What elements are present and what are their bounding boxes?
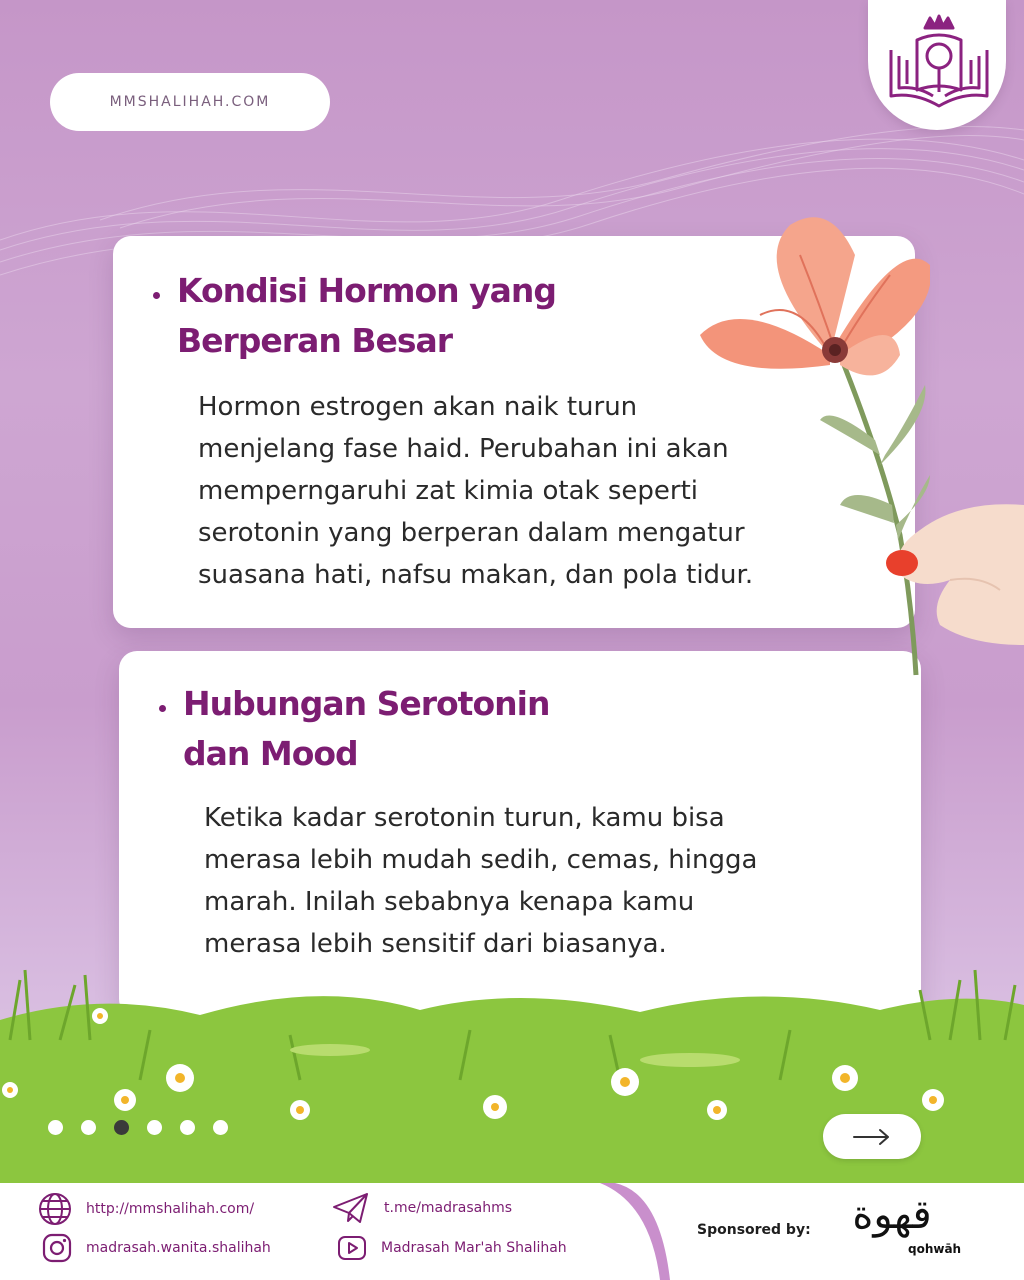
- card-heading: [177, 266, 556, 366]
- brand-logo: [868, 0, 1006, 130]
- bullet-dot: [153, 292, 160, 299]
- card-body: [198, 386, 753, 596]
- footer-youtube-text: Madrasah Mar'ah Shalihah: [381, 1240, 567, 1256]
- pagination-dot-active[interactable]: [114, 1120, 129, 1135]
- telegram-icon: [332, 1192, 370, 1224]
- website-pill-label: MMSHALIHAH.COM: [109, 94, 271, 110]
- body-line: marah. Inilah sebabnya kenapa kamu: [204, 887, 695, 917]
- card-body: [204, 797, 757, 965]
- card-heading-line: Berperan Besar: [177, 321, 453, 360]
- pagination-dot[interactable]: [147, 1120, 162, 1135]
- pagination-dot[interactable]: [213, 1120, 228, 1135]
- footer-instagram-link[interactable]: [42, 1233, 271, 1263]
- arrow-right-icon: [852, 1127, 892, 1147]
- crown-book-logo-icon: [877, 10, 997, 120]
- youtube-icon: [337, 1235, 367, 1261]
- body-line: merasa lebih sensitif dari biasanya.: [204, 929, 667, 959]
- sponsor-label: Sponsored by:: [697, 1222, 811, 1238]
- footer-telegram-link[interactable]: [332, 1192, 512, 1224]
- card-heading-line: Hubungan Serotonin: [183, 684, 550, 723]
- body-line: Ketika kadar serotonin turun, kamu bisa: [204, 803, 725, 833]
- card-heading-line: dan Mood: [183, 734, 358, 773]
- sponsor-logo-arabic: قهوة: [852, 1192, 932, 1238]
- pagination-dot[interactable]: [180, 1120, 195, 1135]
- body-line: memperngaruhi zat kimia otak seperti: [198, 476, 699, 506]
- pagination-dot[interactable]: [81, 1120, 96, 1135]
- footer-youtube-link[interactable]: [337, 1235, 567, 1261]
- pagination-dot[interactable]: [48, 1120, 63, 1135]
- next-slide-button[interactable]: [823, 1114, 921, 1159]
- instagram-icon: [42, 1233, 72, 1263]
- body-line: serotonin yang berperan dalam mengatur: [198, 518, 745, 548]
- card-heading: [183, 679, 549, 779]
- footer-website-text: http://mmshalihah.com/: [86, 1201, 255, 1217]
- card-heading-line: Kondisi Hormon yang: [177, 271, 557, 310]
- bullet-dot: [159, 705, 166, 712]
- carousel-pagination: [48, 1120, 228, 1135]
- body-line: merasa lebih mudah sedih, cemas, hingga: [204, 845, 758, 875]
- website-pill[interactable]: [50, 73, 330, 131]
- footer-instagram-text: madrasah.wanita.shalihah: [86, 1240, 271, 1256]
- globe-icon: [38, 1192, 72, 1226]
- footer-telegram-text: t.me/madrasahms: [384, 1200, 513, 1216]
- body-line: Hormon estrogen akan naik turun: [198, 392, 638, 422]
- body-line: suasana hati, nafsu makan, dan pola tidur.: [198, 560, 754, 590]
- body-line: menjelang fase haid. Perubahan ini akan: [198, 434, 729, 464]
- footer-curve-decoration: [560, 1183, 670, 1280]
- sponsor-logo: [838, 1192, 978, 1264]
- sponsor-logo-text: qohwāh: [908, 1242, 962, 1256]
- hand-illustration: [880, 495, 1024, 655]
- footer-website-link[interactable]: [38, 1192, 254, 1226]
